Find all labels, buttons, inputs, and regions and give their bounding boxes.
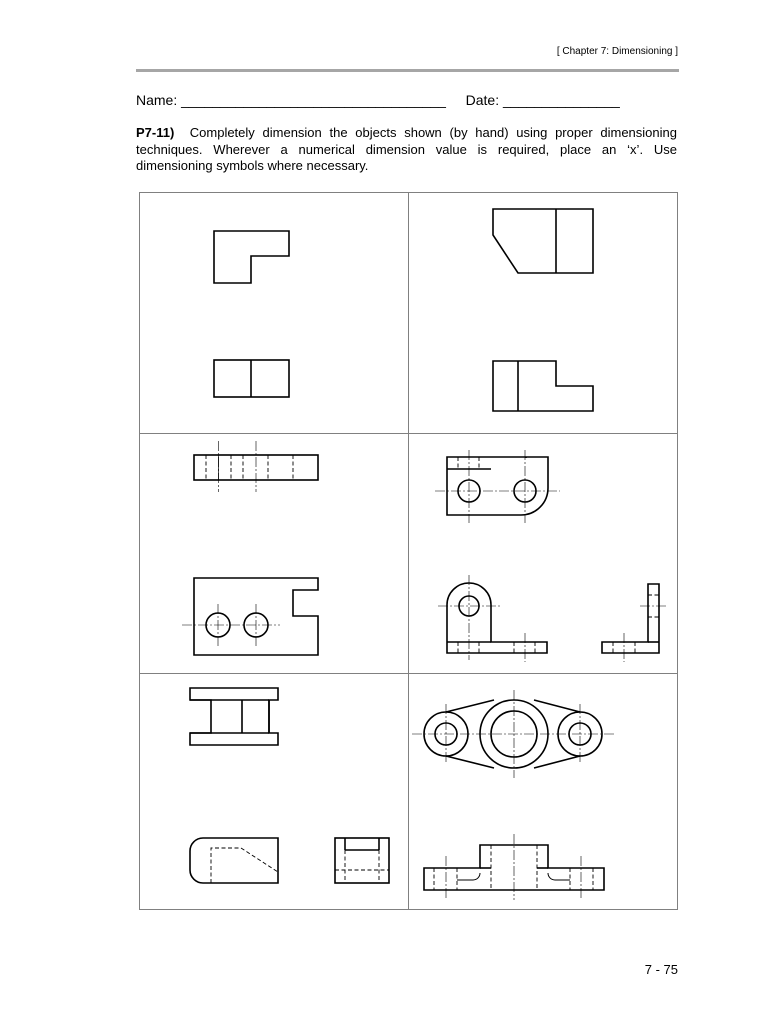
drawing-cell-5	[190, 688, 389, 883]
name-label: Name:	[136, 92, 178, 108]
date-blank: _______________	[503, 92, 620, 108]
date-label: Date:	[465, 92, 500, 108]
drawing-cell-1	[214, 231, 289, 397]
drawing-cell-2	[493, 209, 593, 411]
chapter-header: [ Chapter 7: Dimensioning ]	[556, 46, 678, 57]
grid-frame	[140, 193, 678, 910]
drawing-cell-6	[412, 690, 614, 900]
problem-text: Completely dimension the objects shown (by hand) using proper dimensioning techniques. Wherever a numerical dimension value is required, place an ‘x’. Use dimensioning symbols where necessary.	[136, 125, 677, 173]
drawing-cell-3	[182, 441, 318, 655]
page-number: 7 - 75	[644, 962, 678, 977]
problem-id: P7-11)	[136, 125, 175, 140]
name-blank: __________________________________	[181, 92, 446, 108]
drawing-cell-4	[435, 450, 667, 662]
